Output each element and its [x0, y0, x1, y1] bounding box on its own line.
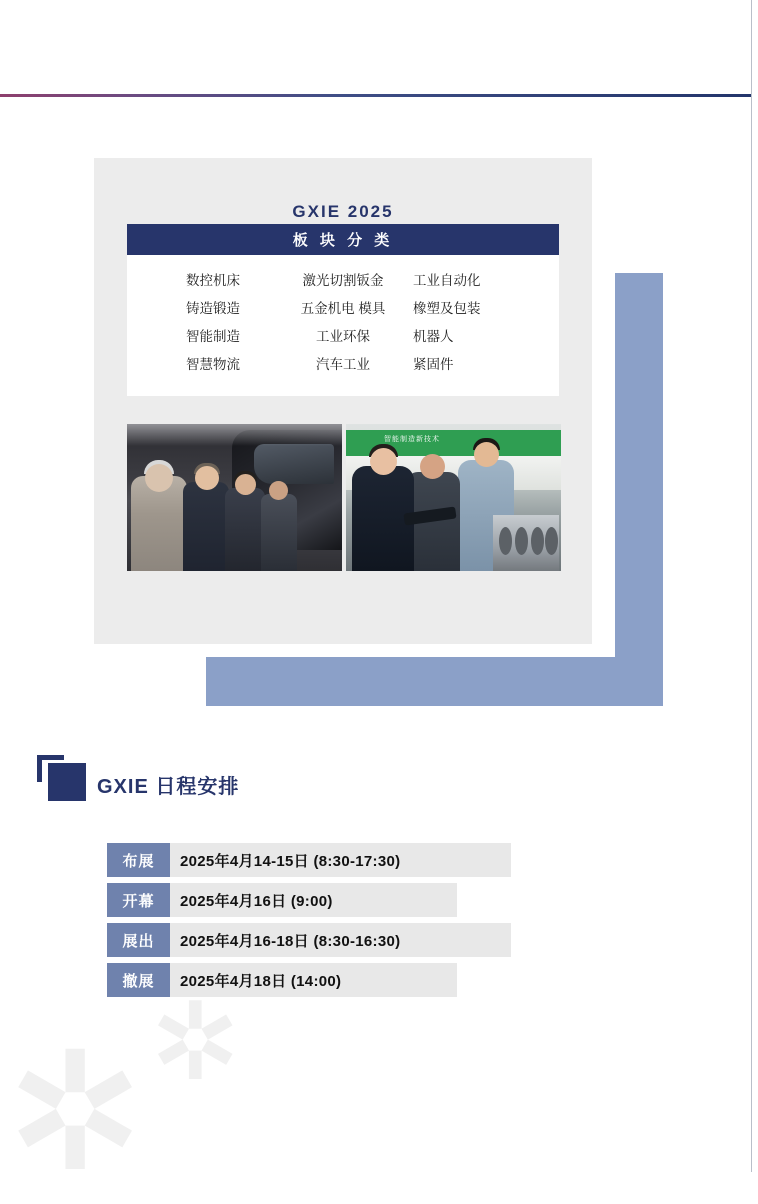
category-item: 智能制造 — [186, 329, 240, 344]
categories-card-body — [127, 255, 559, 373]
engine-cylinder — [531, 527, 544, 555]
photo-strip — [127, 424, 561, 571]
top-gradient-divider — [0, 94, 751, 97]
category-item: 铸造锻造 — [186, 301, 240, 316]
schedule-row-value: 2025年4月16-18日 (8:30-16:30) — [170, 923, 511, 957]
category-item: 工业环保 — [316, 329, 370, 344]
category-item: 机器人 — [413, 329, 454, 344]
person-shape — [183, 482, 229, 571]
booth-banner-text: 智能制造新技术 — [384, 436, 440, 443]
schedule-row — [107, 923, 511, 957]
person-head-shape — [145, 464, 173, 492]
gear-icon: ✲ — [150, 981, 241, 1102]
engine-cylinder — [545, 527, 558, 555]
schedule-row — [107, 883, 511, 917]
photo-highlight — [127, 424, 342, 446]
person-head-shape — [474, 442, 499, 467]
category-row — [127, 353, 559, 373]
person-head-shape — [235, 474, 256, 495]
category-item: 橡塑及包装 — [413, 301, 481, 316]
schedule-table — [107, 843, 511, 1003]
categories-card-header: 板 块 分 类 — [127, 224, 559, 255]
engine-cylinder — [515, 527, 528, 555]
decorative-blue-horizontal-block — [206, 657, 663, 706]
schedule-row — [107, 843, 511, 877]
category-item: 紧固件 — [413, 357, 454, 372]
section-mark-solid — [48, 763, 86, 801]
schedule-row-value: 2025年4月16日 (9:00) — [170, 883, 457, 917]
person-head-shape — [370, 448, 397, 475]
photo-exhibition-visitors — [127, 424, 342, 571]
category-item: 汽车工业 — [316, 357, 370, 372]
category-row — [127, 297, 559, 317]
category-item: 智慧物流 — [186, 357, 240, 372]
photo-exhibition-booth — [346, 424, 561, 571]
person-shape — [261, 494, 297, 571]
schedule-row-value: 2025年4月18日 (14:00) — [170, 963, 457, 997]
schedule-section-title: GXIE 日程安排 — [97, 776, 240, 798]
category-item: 工业自动化 — [413, 273, 481, 288]
categories-card — [127, 224, 559, 396]
category-row — [127, 269, 559, 289]
person-head-shape — [195, 466, 219, 490]
person-head-shape — [420, 454, 445, 479]
gear-icon: ✲ — [6, 1020, 145, 1204]
category-item: 五金机电 模具 — [300, 301, 386, 316]
decorative-blue-vertical-block — [615, 273, 663, 706]
schedule-row-value: 2025年4月14-15日 (8:30-17:30) — [170, 843, 511, 877]
engine-cylinder — [499, 527, 512, 555]
category-row — [127, 325, 559, 345]
schedule-row-label: 开幕 — [107, 883, 170, 917]
schedule-row-label: 展出 — [107, 923, 170, 957]
person-head-shape — [269, 481, 288, 500]
person-shape — [225, 488, 265, 571]
page-title: GXIE 2025 — [292, 202, 394, 221]
schedule-row-label: 布展 — [107, 843, 170, 877]
engine-block-shape — [493, 515, 559, 571]
category-item: 数控机床 — [186, 273, 240, 288]
schedule-row-label: 撤展 — [107, 963, 170, 997]
page-right-rule — [751, 0, 752, 1172]
category-item: 激光切割钣金 — [302, 273, 384, 288]
vehicle-window-shape — [254, 444, 334, 484]
